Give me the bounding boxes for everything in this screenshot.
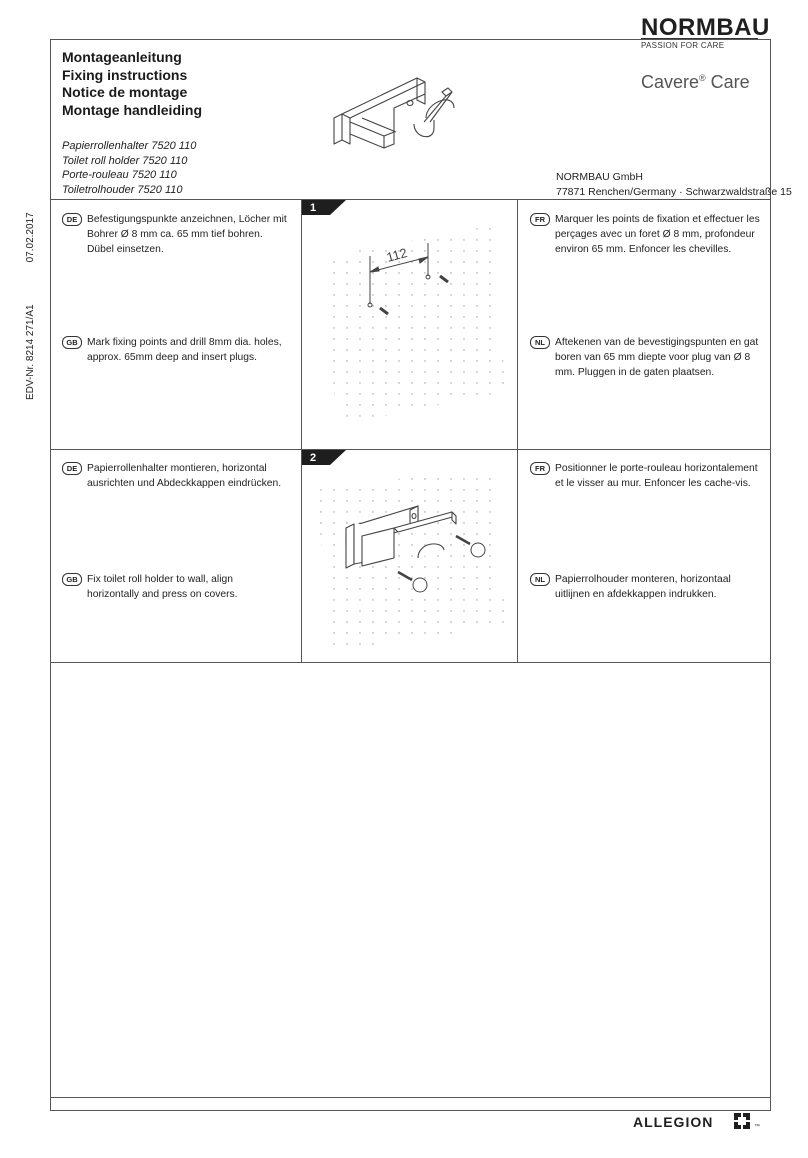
step1-fr-text [530,212,762,257]
subtitle-en: Toilet roll holder 7520 110 [62,154,188,167]
lang-badge-de: DE [62,462,82,475]
lang-badge-fr: FR [530,213,550,226]
company-street: 77871 Renchen/Germany · Schwarzwaldstraße 15 [556,185,792,198]
company-address [556,170,792,199]
step2-gb-text [62,572,287,602]
title-en: Fixing instructions [62,66,188,83]
allegion-wordmark: ALLEGION [633,1114,714,1130]
registered-mark: ® [699,73,706,83]
title-fr: Notice de montage [62,84,188,100]
trademark-mark: ™ [754,1124,760,1130]
title-nl: Montage handleiding [62,101,202,118]
step-divider [50,449,771,450]
step1-de-text [62,212,287,257]
subtitle-fr: Porte-rouleau 7520 110 [62,169,177,182]
step2-gb: Fix toilet roll holder to wall, align horizontally and press on covers. [87,574,238,600]
step1-nl-text [530,335,762,380]
step2-de-text [62,461,287,491]
title-block [62,49,202,119]
step1-nl: Aftekenen van de bevestigingspunten en gat boren van 65 mm diepte voor plug van Ø 8 mm. Pluggen in de gaten plaatsen. [555,337,759,378]
side-doc-info [25,212,36,400]
subtitle-nl: Toiletrolhouder 7520 110 [62,183,183,196]
step2-fr-text [530,461,762,491]
step2-nl-text [530,572,762,602]
company-name: NORMBAU GmbH [556,171,643,183]
product-line-name: Cavere [641,72,700,92]
step2-fr: Positionner le porte-rouleau horizontalement et le visser au mur. Enfoncer les cache-vis. [555,463,758,489]
lang-badge-nl: NL [530,573,550,586]
step1-drawing [306,216,514,446]
title-de: Montageanleitung [62,49,182,65]
step2-nl: Papierrolhouder monteren, horizontaal uitlijnen en afdekkappen indrukken. [555,574,731,600]
step2-number: 2 [310,452,317,464]
allegion-logo [633,1114,713,1130]
column-divider-left [301,199,302,662]
product-illustration [322,70,467,160]
brand-tagline: PASSION FOR CARE [641,41,725,50]
step1-de: Befestigungspunkte anzeichnen, Löcher mit Bohrer Ø 8 mm ca. 65 mm tief bohren. Dübel einsetzen. [87,214,287,255]
lang-badge-de: DE [62,213,82,226]
brand-logo: NORMBAU [641,14,770,41]
lang-badge-nl: NL [530,336,550,349]
step1-gb: Mark fixing points and drill 8mm dia. holes, approx. 65mm deep and insert plugs. [87,337,282,363]
step1-number: 1 [310,202,317,214]
dimension-112: 112 [384,245,409,265]
product-line-suffix: Care [705,72,750,92]
allegion-icon [730,1109,754,1133]
lang-badge-gb: GB [62,336,82,349]
step1-fr: Marquer les points de fixation et effectuer les perçages avec un foret Ø 8 mm, profondeur environ 65 mm. Enfoncer les chevilles. [555,214,760,255]
doc-number: EDV-Nr. 8214 271/A1 [25,304,36,400]
lang-badge-gb: GB [62,573,82,586]
doc-date: 07.02.2017 [25,212,36,263]
lang-badge-fr: FR [530,462,550,475]
step2-drawing [306,466,514,658]
subtitle-de: Papierrollenhalter 7520 110 [62,140,197,152]
footer-divider [50,1097,771,1098]
steps-bottom-rule [50,662,771,663]
column-divider-right [517,199,518,662]
subtitle-block [62,139,196,197]
step2-de: Papierrollenhalter montieren, horizontal ausrichten und Abdeckkappen eindrücken. [87,463,282,489]
step1-gb-text [62,335,287,365]
